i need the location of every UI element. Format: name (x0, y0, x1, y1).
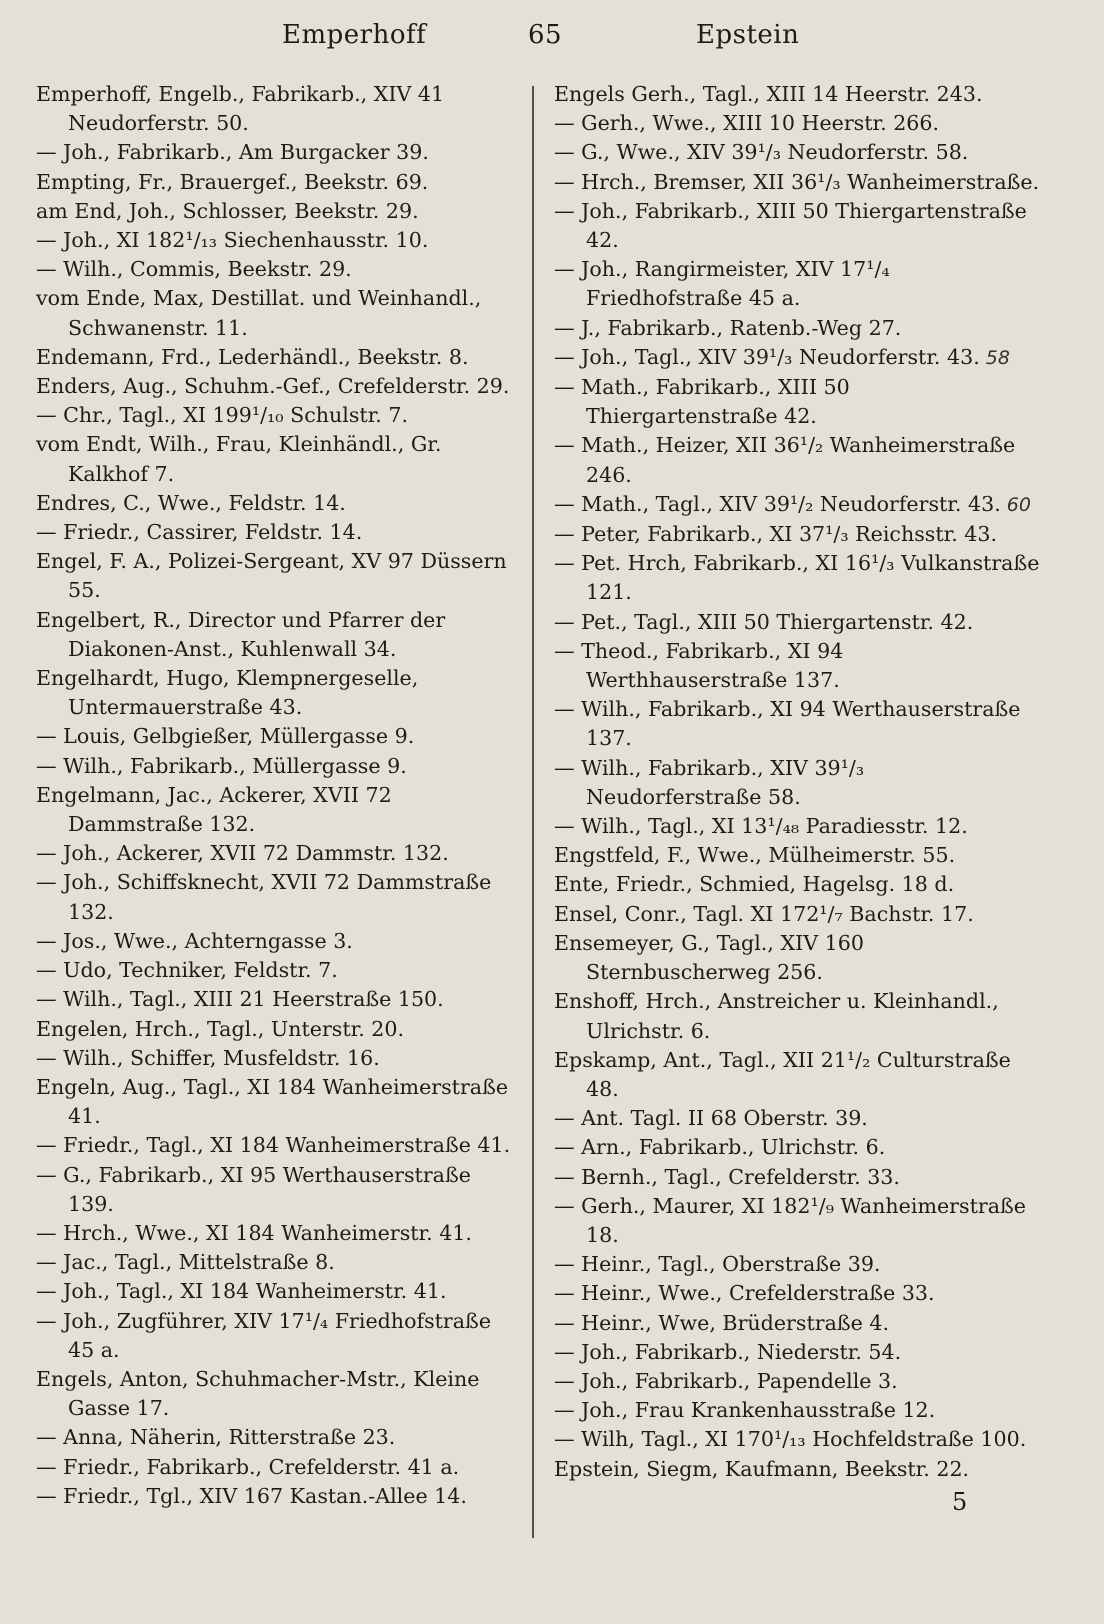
entry-text: Engels Gerh., Tagl., XIII 14 Heerstr. 243. (554, 82, 983, 106)
entry-text: — Theod., Fabrikarb., XI 94 Werthhauserstraße 137. (554, 638, 844, 693)
directory-entry: Engelmann, Jac., Ackerer, XVII 72 Dammstraße 132. (36, 782, 392, 837)
directory-entry: Empting, Fr., Brauergef., Beekstr. 69. (36, 169, 429, 194)
directory-entry (554, 343, 1044, 373)
entry-text: Enshoff, Hrch., Anstreicher u. Kleinhandl., Ulrichstr. 6. (554, 989, 999, 1043)
directory-entry (554, 1250, 1044, 1279)
directory-entry (554, 1104, 1044, 1133)
directory-entry (554, 197, 1044, 255)
directory-entry: — Friedr., Fabrikarb., Crefelderstr. 41 a. (36, 1454, 460, 1479)
directory-entry: — Jos., Wwe., Achterngasse 3. (36, 928, 353, 953)
entry-text: — Joh., Fabrikarb., Papendelle 3. (554, 1368, 898, 1393)
directory-entry: — Friedr., Cassirer, Feldstr. 14. (36, 520, 363, 545)
entry-text: Epskamp, Ant., Tagl., XII 21¹/₂ Culturstraße 48. (554, 1047, 1011, 1101)
entry-text: — Wilh., Fabrikarb., XI 94 Werthauserstraße 137. (554, 697, 1021, 751)
entry-text: — Math., Heizer, XII 36¹/₂ Wanheimerstraße 246. (554, 433, 1016, 487)
directory-entry (554, 373, 1044, 431)
entry-text: — Heinr., Wwe., Crefelderstraße 33. (554, 1281, 935, 1306)
directory-entry (554, 549, 1044, 607)
signature-mark: 5 (952, 1488, 968, 1516)
entry-text: — Joh., Tagl., XIV 39¹/₃ Neudorferstr. 43. (554, 344, 980, 369)
directory-entry (554, 1455, 1044, 1484)
entry-text: — Heinr., Wwe, Brüderstraße 4. (554, 1310, 889, 1335)
entry-text: — Joh., Frau Krankenhausstraße 12. (554, 1398, 936, 1423)
directory-entry (554, 80, 1044, 109)
directory-entry: — Joh., Tagl., XI 184 Wanheimerstr. 41. (36, 1279, 447, 1304)
entry-text: — Bernh., Tagl., Crefelderstr. 33. (554, 1164, 900, 1189)
directory-entry: Engelbert, R., Director und Pfarrer der Diakonen-Anst., Kuhlenwall 34. (36, 607, 446, 661)
entry-text: — Math., Tagl., XIV 39¹/₂ Neudorferstr. 43. (554, 491, 1001, 516)
right-column (554, 80, 1044, 1484)
directory-entry (554, 1396, 1044, 1425)
directory-entry (554, 1133, 1044, 1162)
directory-entry: — Joh., Schiffsknecht, XVII 72 Dammstraße 132. (36, 870, 492, 924)
column-divider (532, 86, 534, 1538)
directory-entry: Engelen, Hrch., Tagl., Unterstr. 20. (36, 1016, 405, 1041)
directory-entry (554, 1338, 1044, 1367)
directory-entry: vom Ende, Max, Destillat. und Weinhandl., Schwanenstr. 11. (36, 286, 482, 340)
directory-entry: — Joh., Zugführer, XIV 17¹/₄ Friedhofstraße 45 a. (36, 1308, 492, 1362)
directory-entry (554, 929, 1044, 987)
directory-entry: Endemann, Frd., Lederhändl., Beekstr. 8. (36, 344, 469, 369)
directory-entry (554, 695, 1044, 753)
directory-entry (554, 812, 1044, 841)
directory-entry (554, 1367, 1044, 1396)
directory-entry: Engels, Anton, Schuhmacher-Mstr., Kleine Gasse 17. (36, 1366, 480, 1421)
entry-text: Ente, Friedr., Schmied, Hagelsg. 18 d. (554, 872, 955, 897)
header-left-keyword: Emperhoff (282, 20, 427, 50)
entry-text: Ensemeyer, G., Tagl., XIV 160 Sternbuscherweg 256. (554, 930, 864, 985)
entry-text: — Math., Fabrikarb., XIII 50 Thiergartenstraße 42. (554, 375, 850, 429)
entry-text: — Gerh., Maurer, XI 182¹/₉ Wanheimerstraße 18. (554, 1193, 1026, 1247)
directory-entry (554, 1425, 1044, 1454)
page-number: 65 (528, 20, 563, 50)
directory-entry (554, 255, 1044, 313)
directory-entry (554, 490, 1044, 520)
directory-entry: Engelhardt, Hugo, Klempnergeselle, Untermauerstraße 43. (36, 666, 419, 720)
entry-text: — Gerh., Wwe., XIII 10 Heerstr. 266. (554, 111, 940, 136)
directory-entry (554, 1309, 1044, 1338)
entry-text: — Peter, Fabrikarb., XI 37¹/₃ Reichsstr. 43. (554, 522, 998, 547)
directory-entry: Emperhoff, Engelb., Fabrikarb., XIV 41 Neudorferstr. 50. (36, 82, 445, 136)
directory-entry (554, 1046, 1044, 1104)
entry-text: — J., Fabrikarb., Ratenb.-Weg 27. (554, 315, 902, 340)
entry-text: Engstfeld, F., Wwe., Mülheimerstr. 55. (554, 843, 956, 868)
entry-text: — Wilh., Tagl., XI 13¹/₄₈ Paradiesstr. 12. (554, 814, 968, 839)
directory-entry: — Friedr., Tagl., XI 184 Wanheimerstraße 41. (36, 1133, 511, 1158)
directory-entry (554, 1163, 1044, 1192)
directory-entry: — Louis, Gelbgießer, Müllergasse 9. (36, 724, 415, 749)
directory-entry (554, 314, 1044, 343)
directory-entry: — Wilh., Fabrikarb., Müllergasse 9. (36, 753, 407, 778)
directory-entry: — Chr., Tagl., XI 199¹/₁₀ Schulstr. 7. (36, 403, 409, 428)
entry-text: Ensel, Conr., Tagl. XI 172¹/₇ Bachstr. 17. (554, 901, 974, 926)
entry-text: — Joh., Rangirmeister, XIV 17¹/₄ Friedhofstraße 45 a. (554, 257, 890, 311)
directory-entry (554, 168, 1044, 197)
entry-text: — Joh., Fabrikarb., XIII 50 Thiergartenstraße 42. (554, 198, 1027, 253)
entry-text: Epstein, Siegm, Kaufmann, Beekstr. 22. (554, 1456, 970, 1481)
directory-entry (554, 109, 1044, 138)
directory-entry: Engel, F. A., Polizei-Sergeant, XV 97 Düssern 55. (36, 549, 507, 603)
directory-entry (554, 841, 1044, 870)
entry-text: — Wilh, Tagl., XI 170¹/₁₃ Hochfeldstraße 100. (554, 1427, 1027, 1452)
entry-text: — G., Wwe., XIV 39¹/₃ Neudorferstr. 58. (554, 140, 969, 165)
directory-entry: Engeln, Aug., Tagl., XI 184 Wanheimerstraße 41. (36, 1074, 509, 1129)
directory-entry: — Wilh., Commis, Beekstr. 29. (36, 257, 352, 282)
directory-entry: — Joh., XI 182¹/₁₃ Siechenhausstr. 10. (36, 228, 429, 253)
directory-entry (554, 987, 1044, 1045)
handwritten-correction: 60 (1006, 493, 1031, 516)
directory-entry: — Joh., Ackerer, XVII 72 Dammstr. 132. (36, 841, 449, 866)
entry-text: — Pet., Tagl., XIII 50 Thiergartenstr. 42. (554, 609, 974, 634)
directory-entry: — Udo, Techniker, Feldstr. 7. (36, 958, 338, 983)
entry-text: — Heinr., Tagl., Oberstraße 39. (554, 1252, 881, 1277)
directory-entry: — Wilh., Tagl., XIII 21 Heerstraße 150. (36, 987, 444, 1012)
directory-entry: — Friedr., Tgl., XIV 167 Kastan.-Allee 14. (36, 1483, 467, 1508)
entry-text: — Joh., Fabrikarb., Niederstr. 54. (554, 1339, 902, 1364)
directory-entry (554, 900, 1044, 929)
left-column (36, 80, 518, 1511)
entry-text: — Ant. Tagl. II 68 Oberstr. 39. (554, 1106, 868, 1131)
directory-entry (554, 1192, 1044, 1250)
entry-text: — Hrch., Bremser, XII 36¹/₃ Wanheimerstraße. (554, 169, 1040, 194)
directory-entry: Endres, C., Wwe., Feldstr. 14. (36, 490, 346, 515)
entry-text: — Pet. Hrch, Fabrikarb., XI 16¹/₃ Vulkanstraße 121. (554, 551, 1040, 605)
directory-entry (554, 520, 1044, 549)
entry-text: — Wilh., Fabrikarb., XIV 39¹/₃ Neudorferstraße 58. (554, 755, 865, 809)
directory-entry: vom Endt, Wilh., Frau, Kleinhändl., Gr. Kalkhof 7. (36, 432, 442, 486)
directory-entry (554, 1279, 1044, 1308)
directory-entry: Enders, Aug., Schuhm.-Gef., Crefelderstr. 29. (36, 374, 510, 399)
directory-entry: — Wilh., Schiffer, Musfeldstr. 16. (36, 1045, 380, 1070)
header-right-keyword: Epstein (696, 20, 800, 50)
directory-entry (554, 608, 1044, 637)
directory-entry (554, 637, 1044, 695)
directory-entry: — Anna, Näherin, Ritterstraße 23. (36, 1425, 396, 1450)
directory-entry: am End, Joh., Schlosser, Beekstr. 29. (36, 198, 419, 223)
page-header (0, 20, 1104, 64)
handwritten-correction: 58 (985, 346, 1010, 369)
directory-entry (554, 138, 1044, 167)
directory-entry: — Hrch., Wwe., XI 184 Wanheimerstr. 41. (36, 1220, 472, 1245)
directory-entry (554, 870, 1044, 899)
directory-entry: — Jac., Tagl., Mittelstraße 8. (36, 1250, 335, 1275)
directory-entry: — G., Fabrikarb., XI 95 Werthauserstraße 139. (36, 1162, 471, 1216)
directory-entry (554, 431, 1044, 489)
directory-entry (554, 754, 1044, 812)
directory-entry: — Joh., Fabrikarb., Am Burgacker 39. (36, 140, 429, 165)
entry-text: — Arn., Fabrikarb., Ulrichstr. 6. (554, 1135, 886, 1160)
